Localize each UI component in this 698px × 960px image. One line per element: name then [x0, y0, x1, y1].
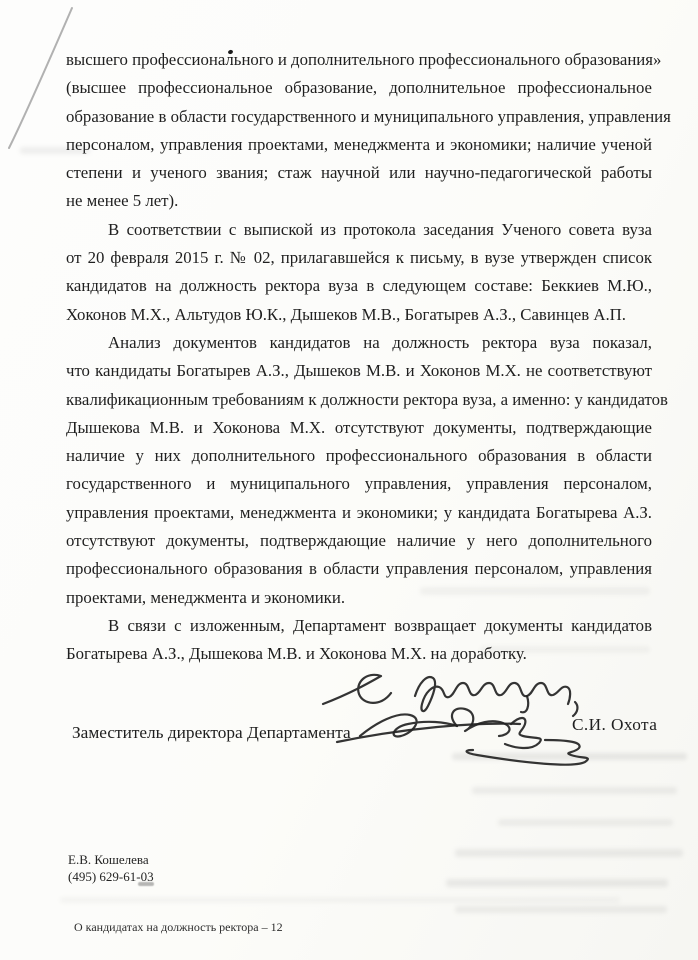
text-line: В связи с изложенным, Департамент возвращает документы кандидатов — [108, 615, 652, 635]
text-line: (высшее профессиональное образование, дополнительное профессиональное — [66, 78, 652, 98]
text-line: кандидатов на должность ректора вуза в следующем составе: Беккиев М.Ю., — [66, 276, 652, 296]
paragraph — [66, 216, 652, 329]
bleed-through-artifact — [498, 819, 673, 826]
text-line: наличие у них дополнительного профессионального образования в области — [66, 446, 652, 466]
bleed-through-artifact — [446, 879, 668, 887]
text-line: высшего профессионального и дополнительного профессионального образования» — [66, 50, 662, 69]
bleed-through-artifact — [455, 906, 667, 913]
text-line: Дышекова М.В. и Хоконова М.Х. отсутствуют документы, подтверждающие — [66, 417, 652, 437]
text-line: отсутствуют документы, подтверждающие наличие у него дополнительного — [66, 531, 652, 551]
signoff-signer-name: С.И. Охота — [572, 715, 658, 734]
text-line: Хоконов М.Х., Альтудов Ю.К., Дышеков М.В., Богатырев А.З., Савинцев А.П. — [66, 304, 626, 324]
text-line: не менее 5 лет). — [66, 191, 179, 211]
text-line: В соответствии с выпиской из протокола заседания Ученого совета вуза — [108, 219, 652, 239]
document-body — [66, 46, 671, 669]
footer-reference: О кандидатах на должность ректора – 12 — [74, 920, 283, 934]
executor-phone: (495) 629-61-03 — [68, 869, 154, 884]
paragraph — [66, 329, 668, 612]
text-line: Богатырева А.З., Дышекова М.В. и Хоконова М.Х. на доработку. — [66, 644, 527, 664]
text-line: Анализ документов кандидатов на должность ректора вуза показал, — [108, 332, 652, 352]
text-line: что кандидаты Богатырев А.З., Дышеков М.В. и Хоконов М.Х. не соответствуют — [66, 361, 652, 381]
text-line: степени и ученого звания; стаж научной или научно-педагогической работы — [66, 163, 652, 183]
text-line: персоналом, управления проектами, менеджмента и экономики; наличие ученой — [66, 134, 652, 154]
executor-block — [68, 851, 154, 885]
text-line: от 20 февраля 2015 г. № 02, прилагавшейся к письму, в вузе утвержден список — [66, 248, 652, 268]
bleed-through-artifact — [472, 787, 677, 794]
paragraph — [66, 46, 671, 216]
text-line: квалификационным требованиям к должности ректора вуза, а именно: у кандидатов — [66, 389, 668, 409]
text-line: государственного и муниципального управления, управления персоналом, — [66, 474, 652, 494]
executor-name: Е.В. Кошелева — [68, 852, 149, 867]
text-line: проектами, менеджмента и экономики. — [66, 587, 346, 607]
text-line: управления проектами, менеджмента и экономики; у кандидата Богатырева А.З. — [66, 502, 652, 522]
bleed-through-artifact — [455, 849, 683, 857]
signoff-position: Заместитель директора Департамента — [72, 723, 351, 742]
text-line: образование в области государственного и муниципального управления, управления — [66, 106, 671, 126]
bleed-through-artifact — [60, 897, 620, 903]
text-line: профессионального образования в области управления персоналом, управления — [66, 559, 652, 579]
